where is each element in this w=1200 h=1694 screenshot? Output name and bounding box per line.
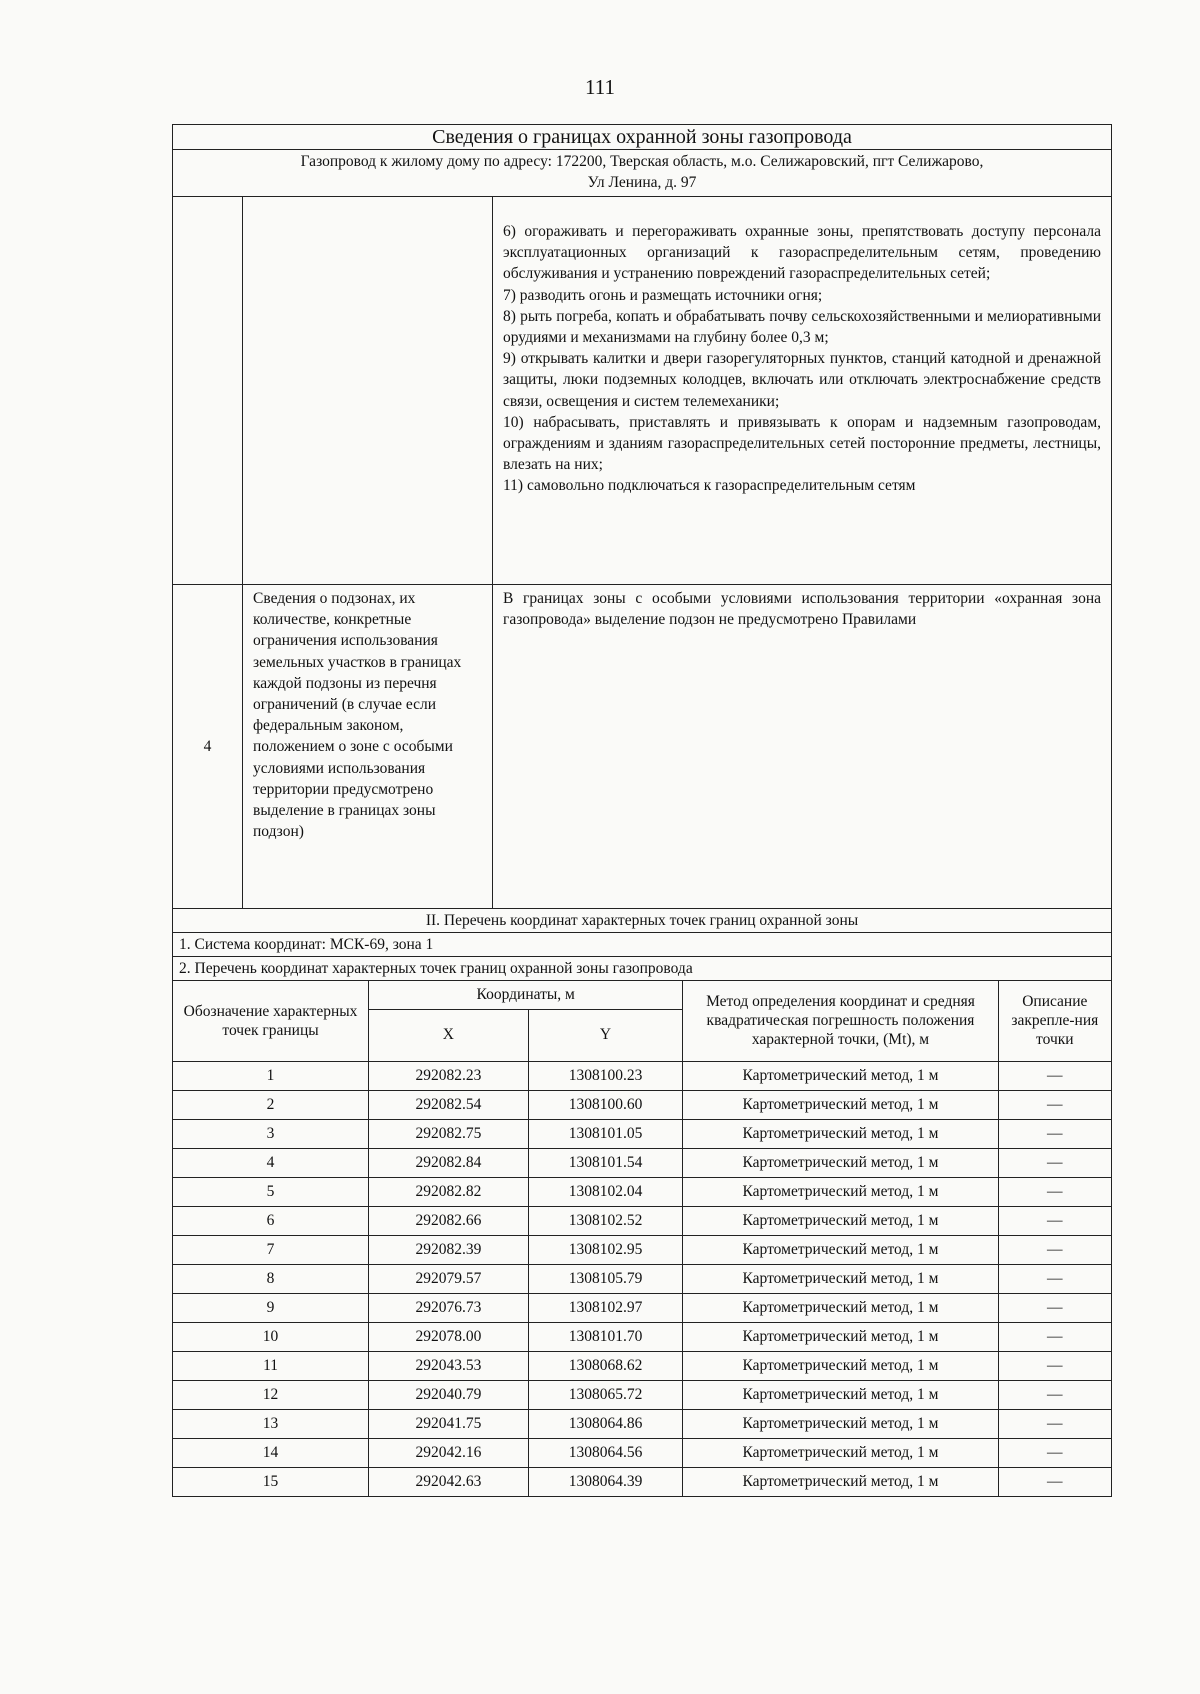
object-address-line-2: Ул Ленина, д. 97 — [587, 174, 697, 191]
y-cell: 1308101.70 — [528, 1322, 683, 1351]
y-cell: 1308100.23 — [528, 1061, 683, 1090]
y-cell: 1308102.95 — [528, 1235, 683, 1264]
y-cell: 1308064.39 — [528, 1467, 683, 1496]
y-cell: 1308102.97 — [528, 1293, 683, 1322]
x-cell: 292041.75 — [369, 1409, 529, 1438]
method-cell: Картометрический метод, 1 м — [683, 1061, 998, 1090]
restrictions-row — [173, 197, 1111, 585]
header-description: Описание закрепле-ния точки — [998, 981, 1111, 1061]
restriction-item: 10) набрасывать, приставлять и привязывать к опорам и надземным газопроводам, ограждениям и зданиям газораспределительных сетей посторонние предметы, лестницы, влезать на них; — [503, 413, 1101, 474]
method-cell: Картометрический метод, 1 м — [683, 1293, 998, 1322]
description-cell: — — [998, 1467, 1111, 1496]
y-cell: 1308064.86 — [528, 1409, 683, 1438]
description-cell: — — [998, 1380, 1111, 1409]
y-cell: 1308101.05 — [528, 1119, 683, 1148]
x-cell: 292082.75 — [369, 1119, 529, 1148]
point-number-cell: 11 — [173, 1351, 369, 1380]
subzones-row — [173, 585, 1111, 909]
x-cell: 292040.79 — [369, 1380, 529, 1409]
table-row — [173, 1177, 1111, 1206]
restriction-item: 6) огораживать и перегораживать охранные зоны, препятствовать доступу персонала эксплуатационных организаций к газораспределительным сетям, проведению обслуживания и устранению повреждений газораспределительных сетей; — [503, 223, 1101, 283]
table-row — [173, 1206, 1111, 1235]
description-cell: — — [998, 1438, 1111, 1467]
description-cell: — — [998, 1119, 1111, 1148]
table-row — [173, 1119, 1111, 1148]
table-row — [173, 1380, 1111, 1409]
table-row — [173, 1061, 1111, 1090]
x-cell: 292082.39 — [369, 1235, 529, 1264]
point-number-cell: 6 — [173, 1206, 369, 1235]
y-cell: 1308101.54 — [528, 1148, 683, 1177]
y-cell: 1308065.72 — [528, 1380, 683, 1409]
x-cell: 292082.54 — [369, 1090, 529, 1119]
y-cell: 1308100.60 — [528, 1090, 683, 1119]
x-cell: 292042.16 — [369, 1438, 529, 1467]
y-cell: 1308068.62 — [528, 1351, 683, 1380]
method-cell: Картометрический метод, 1 м — [683, 1235, 998, 1264]
table-row — [173, 1322, 1111, 1351]
y-cell: 1308105.79 — [528, 1264, 683, 1293]
restrictions-number-cell — [173, 197, 243, 584]
x-cell: 292042.63 — [369, 1467, 529, 1496]
restrictions-list — [493, 197, 1111, 584]
method-cell: Картометрический метод, 1 м — [683, 1438, 998, 1467]
description-cell: — — [998, 1322, 1111, 1351]
x-cell: 292082.66 — [369, 1206, 529, 1235]
description-cell: — — [998, 1148, 1111, 1177]
table-row — [173, 1264, 1111, 1293]
method-cell: Картометрический метод, 1 м — [683, 1380, 998, 1409]
header-method: Метод определения координат и средняя квадратическая погрешность положения характерной точки, (Mt), м — [683, 981, 998, 1061]
coordinate-list-title: 2. Перечень координат характерных точек границ охранной зоны газопровода — [173, 957, 1111, 981]
description-cell: — — [998, 1090, 1111, 1119]
table-row — [173, 1467, 1111, 1496]
coordinates-table-body — [173, 1061, 1111, 1496]
point-number-cell: 10 — [173, 1322, 369, 1351]
x-cell: 292078.00 — [369, 1322, 529, 1351]
object-address-line-1: Газопровод к жилому дому по адресу: 172200, Тверская область, м.о. Селижаровский, пгт Селижарово, — [300, 153, 984, 170]
x-cell: 292082.84 — [369, 1148, 529, 1177]
description-cell: — — [998, 1235, 1111, 1264]
table-row — [173, 1148, 1111, 1177]
coordinates-table — [173, 981, 1111, 1496]
point-number-cell: 2 — [173, 1090, 369, 1119]
point-number-cell: 7 — [173, 1235, 369, 1264]
page-number: 111 — [585, 75, 615, 99]
object-address — [173, 150, 1111, 197]
section-2-title: II. Перечень координат характерных точек границ охранной зоны — [173, 909, 1111, 933]
table-row — [173, 1235, 1111, 1264]
y-cell: 1308064.56 — [528, 1438, 683, 1467]
method-cell: Картометрический метод, 1 м — [683, 1351, 998, 1380]
method-cell: Картометрический метод, 1 м — [683, 1090, 998, 1119]
x-cell: 292082.82 — [369, 1177, 529, 1206]
description-cell: — — [998, 1264, 1111, 1293]
description-cell: — — [998, 1409, 1111, 1438]
table-row — [173, 1409, 1111, 1438]
point-number-cell: 9 — [173, 1293, 369, 1322]
restriction-item: 11) самовольно подключаться к газораспределительным сетям — [503, 477, 916, 495]
method-cell: Картометрический метод, 1 м — [683, 1119, 998, 1148]
document-title: Сведения о границах охранной зоны газопровода — [173, 125, 1111, 150]
table-row — [173, 1293, 1111, 1322]
x-cell: 292082.23 — [369, 1061, 529, 1090]
point-number-cell: 13 — [173, 1409, 369, 1438]
x-cell: 292079.57 — [369, 1264, 529, 1293]
restriction-item: 9) открывать калитки и двери газорегуляторных пунктов, станций катодной и дренажной защиты, люки подземных колодцев, включать или отключать электроснабжение средств связи, освещения и систем телемеханики; — [503, 350, 1101, 410]
y-cell: 1308102.04 — [528, 1177, 683, 1206]
x-cell: 292043.53 — [369, 1351, 529, 1380]
coordinates-table-wrapper — [173, 981, 1111, 1496]
method-cell: Картометрический метод, 1 м — [683, 1409, 998, 1438]
method-cell: Картометрический метод, 1 м — [683, 1322, 998, 1351]
header-coordinates: Координаты, м — [369, 981, 683, 1009]
method-cell: Картометрический метод, 1 м — [683, 1206, 998, 1235]
point-number-cell: 12 — [173, 1380, 369, 1409]
table-row — [173, 1438, 1111, 1467]
point-number-cell: 3 — [173, 1119, 369, 1148]
restrictions-label-cell — [243, 197, 493, 584]
header-point: Обозначение характерных точек границы — [173, 981, 369, 1061]
description-cell: — — [998, 1351, 1111, 1380]
description-cell: — — [998, 1293, 1111, 1322]
y-cell: 1308102.52 — [528, 1206, 683, 1235]
table-row — [173, 1090, 1111, 1119]
point-number-cell: 1 — [173, 1061, 369, 1090]
description-cell: — — [998, 1177, 1111, 1206]
description-cell: — — [998, 1206, 1111, 1235]
method-cell: Картометрический метод, 1 м — [683, 1177, 998, 1206]
x-cell: 292076.73 — [369, 1293, 529, 1322]
subzones-value: В границах зоны с особыми условиями использования территории «охранная зона газопровода» выделение подзон не предусмотрено Правилами — [503, 590, 1101, 629]
method-cell: Картометрический метод, 1 м — [683, 1148, 998, 1177]
coordinate-system: 1. Система координат: МСК-69, зона 1 — [173, 933, 1111, 957]
restriction-item: 8) рыть погреба, копать и обрабатывать почву сельскохозяйственными и мелиоративными орудиями и механизмами на глубину более 0,3 м; — [503, 307, 1101, 347]
zone-info-sheet — [172, 124, 1112, 1497]
point-number-cell: 8 — [173, 1264, 369, 1293]
point-number-cell: 15 — [173, 1467, 369, 1496]
header-x: X — [369, 1009, 529, 1061]
method-cell: Картометрический метод, 1 м — [683, 1467, 998, 1496]
point-number-cell: 5 — [173, 1177, 369, 1206]
subzones-label: Сведения о подзонах, их количестве, конкретные ограничения использования земельных участков в границах каждой подзоны из перечня ограничений (в случае если федеральным законом, положением о зоне с особыми условиями использования территории предусмотрено выделение в границах зоны подзон) — [243, 585, 493, 908]
subzones-number: 4 — [173, 585, 243, 908]
restriction-item: 7) разводить огонь и размещать источники огня; — [503, 286, 823, 304]
description-cell: — — [998, 1061, 1111, 1090]
table-row — [173, 1351, 1111, 1380]
method-cell: Картометрический метод, 1 м — [683, 1264, 998, 1293]
header-y: Y — [528, 1009, 683, 1061]
point-number-cell: 4 — [173, 1148, 369, 1177]
point-number-cell: 14 — [173, 1438, 369, 1467]
